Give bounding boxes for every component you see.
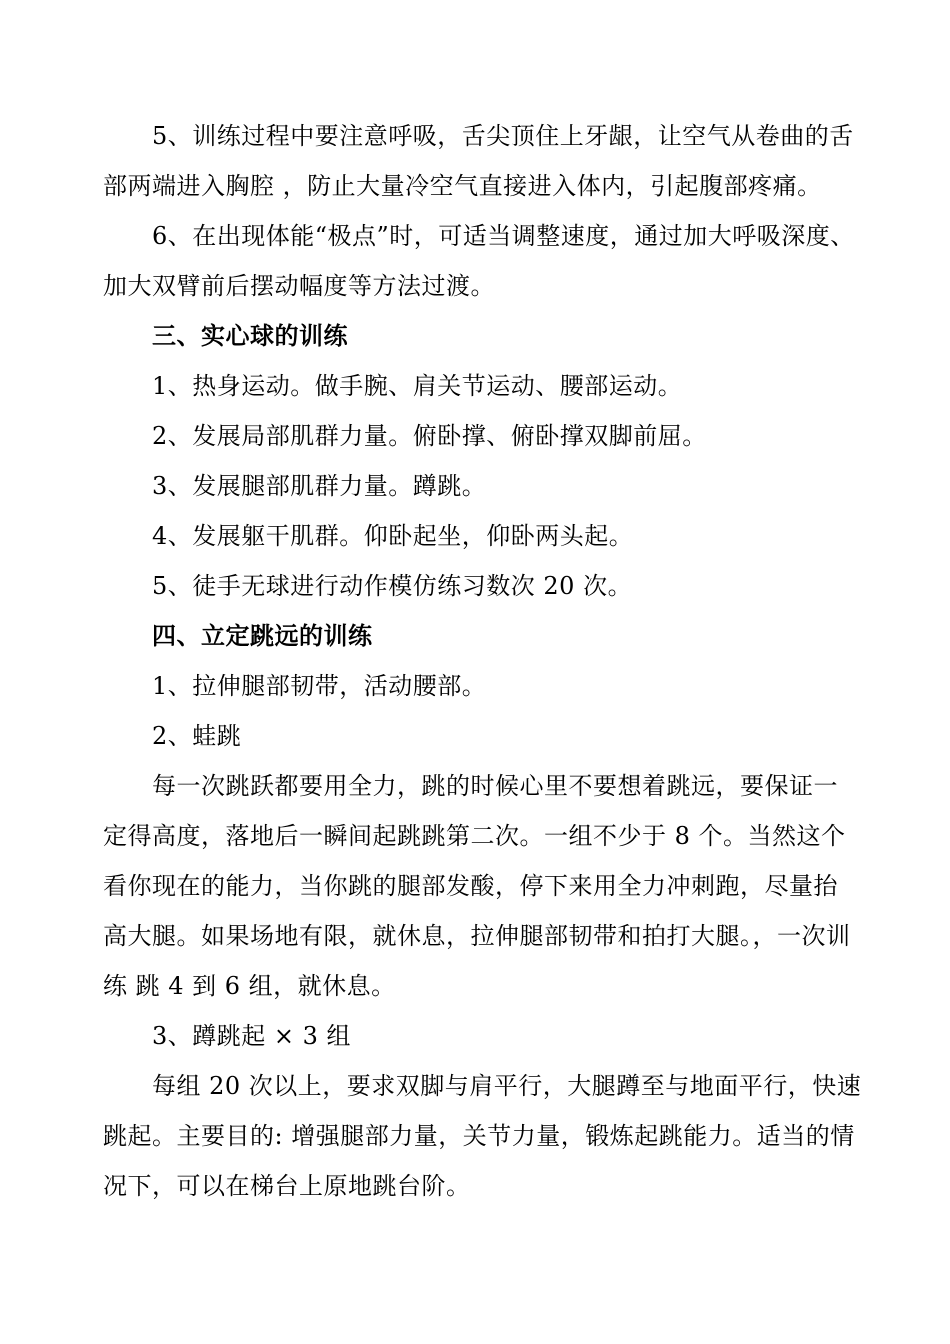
- paragraph-line: 练 跳 4 到 6 组，就休息。: [103, 972, 396, 1000]
- paragraph-line: 加大双臂前后摆动幅度等方法过渡。: [103, 272, 495, 300]
- paragraph-line: 每一次跳跃都要用全力，跳的时候心里不要想着跳远，要保证一: [152, 772, 838, 800]
- paragraph-line: 跳起。主要目的: 增强腿部力量，关节力量，锻炼起跳能力。适当的情: [103, 1122, 855, 1150]
- paragraph-line: 高大腿。如果场地有限，就休息，拉伸腿部韧带和拍打大腿。，一次训: [103, 922, 851, 950]
- paragraph-line: 5、训练过程中要注意呼吸，舌尖顶住上牙龈，让空气从卷曲的舌: [152, 122, 854, 150]
- paragraph-line: 6、在出现体能“极点”时，可适当调整速度，通过加大呼吸深度、: [152, 222, 855, 250]
- paragraph-line: 定得高度，落地后一瞬间起跳跳第二次。一组不少于 8 个。当然这个: [103, 822, 846, 850]
- list-item: 2、蛙跳: [152, 722, 242, 750]
- list-item: 2、发展局部肌群力量。俯卧撑、俯卧撑双脚前屈。: [152, 422, 707, 450]
- section-heading: 三、实心球的训练: [152, 321, 348, 350]
- list-item: 3、发展腿部肌群力量。蹲跳。: [152, 472, 487, 500]
- list-item: 4、发展躯干肌群。仰卧起坐，仰卧两头起。: [152, 522, 634, 550]
- paragraph-line: 看你现在的能力，当你跳的腿部发酸，停下来用全力冲刺跑，尽量抬: [103, 872, 838, 900]
- paragraph-line: 每组 20 次以上，要求双脚与肩平行，大腿蹲至与地面平行，快速: [152, 1072, 862, 1100]
- list-item: 1、拉伸腿部韧带，活动腰部。: [152, 672, 487, 700]
- paragraph-line: 部两端进入胸腔 ，防止大量冷空气直接进入体内，引起腹部疼痛。: [103, 172, 822, 200]
- list-item: 1、热身运动。做手腕、肩关节运动、腰部运动。: [152, 372, 683, 400]
- list-item: 5、徒手无球进行动作模仿练习数次 20 次。: [152, 572, 633, 600]
- section-heading: 四、立定跳远的训练: [152, 621, 373, 650]
- list-item: 3、蹲跳起 × 3 组: [152, 1022, 352, 1050]
- paragraph-line: 况下，可以在梯台上原地跳台阶。: [103, 1172, 471, 1200]
